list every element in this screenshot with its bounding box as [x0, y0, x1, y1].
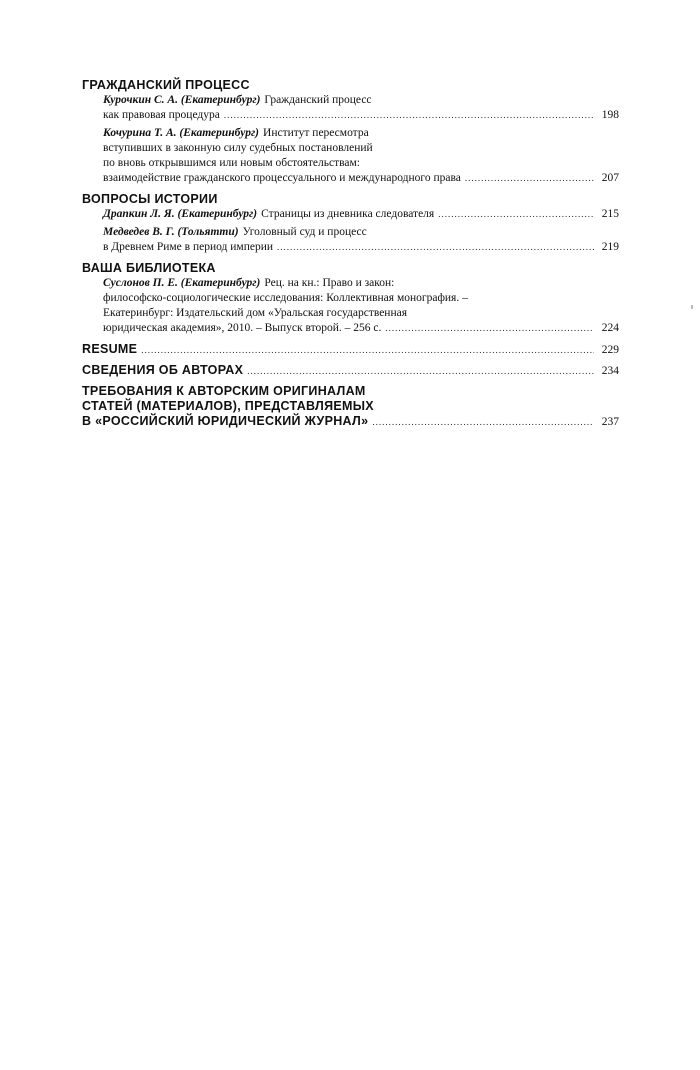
toc-entry-authors[interactable]: [82, 363, 619, 378]
dot-leader: [247, 366, 594, 376]
dot-leader: [438, 207, 594, 222]
entry-title-line: взаимодействие гражданского процессуального и международного права: [103, 172, 461, 184]
toc-entry-suslonov[interactable]: [103, 276, 619, 336]
entry-title-line: Страницы из дневника следователя: [261, 208, 435, 220]
toc-entry-requirements[interactable]: [82, 384, 619, 429]
entry-author: Суслонов П. Е. (Екатеринбург): [103, 277, 261, 289]
page-number: 215: [601, 208, 619, 220]
toc-entry-kurochkin[interactable]: [103, 93, 619, 123]
section-title-line: В «РОССИЙСКИЙ ЮРИДИЧЕСКИЙ ЖУРНАЛ»: [82, 414, 369, 428]
entry-title-line: юридическая академия», 2010. – Выпуск второй. – 256 с.: [103, 322, 382, 334]
page-number: 237: [601, 416, 619, 428]
page-number: 219: [601, 241, 619, 253]
entry-title-line: вступивших в законную силу судебных постановлений: [103, 142, 373, 154]
entry-title-line: как правовая процедура: [103, 109, 220, 121]
toc-entry-resume[interactable]: [82, 342, 619, 357]
dot-leader: [465, 171, 594, 186]
section-title-resume: RESUME: [82, 342, 138, 356]
section-title-civil-process: ГРАЖДАНСКИЙ ПРОЦЕСС: [82, 78, 250, 92]
section-title-history: ВОПРОСЫ ИСТОРИИ: [82, 192, 218, 206]
page-number: 198: [601, 109, 619, 121]
section-title-line: ТРЕБОВАНИЯ К АВТОРСКИМ ОРИГИНАЛАМ: [82, 384, 366, 398]
section-title-authors: СВЕДЕНИЯ ОБ АВТОРАХ: [82, 363, 244, 377]
entry-title-line: Институт пересмотра: [263, 127, 369, 139]
toc-entry-medvedev[interactable]: [103, 225, 619, 255]
page-number: 229: [601, 344, 619, 356]
entry-author: Кочурина Т. А. (Екатеринбург): [103, 127, 260, 139]
section-title-line: СТАТЕЙ (МАТЕРИАЛОВ), ПРЕДСТАВЛЯЕМЫХ: [82, 399, 374, 413]
entry-title-line: Гражданский процесс: [264, 94, 372, 106]
page-number: 234: [601, 365, 619, 377]
page-number: 224: [601, 322, 619, 334]
entry-title-line: Уголовный суд и процесс: [242, 226, 367, 238]
dot-leader: [385, 321, 594, 336]
scan-mark: [691, 305, 693, 309]
table-of-contents: [82, 78, 619, 429]
toc-entry-drapkin[interactable]: [103, 207, 619, 222]
dot-leader: [372, 417, 594, 427]
dot-leader: [224, 108, 594, 123]
entry-title-line: философско-социологические исследования: Коллективная монография. –: [103, 292, 468, 304]
entry-title-line: в Древнем Риме в период империи: [103, 241, 274, 253]
entry-title-line: Рец. на кн.: Право и закон:: [264, 277, 395, 289]
section-title-library: ВАША БИБЛИОТЕКА: [82, 261, 216, 275]
entry-title-line: по вновь открывшимся или новым обстоятельствам:: [103, 157, 360, 169]
page-number: 207: [601, 172, 619, 184]
entry-author: Курочкин С. А. (Екатеринбург): [103, 94, 261, 106]
entry-author: Драпкин Л. Я. (Екатеринбург): [103, 208, 258, 220]
dot-leader: [277, 240, 594, 255]
entry-title-line: Екатеринбург: Издательский дом «Уральская государственная: [103, 307, 408, 319]
entry-author: Медведев В. Г. (Тольятти): [103, 226, 239, 238]
dot-leader: [141, 345, 594, 355]
toc-entry-kochurina[interactable]: [103, 126, 619, 186]
